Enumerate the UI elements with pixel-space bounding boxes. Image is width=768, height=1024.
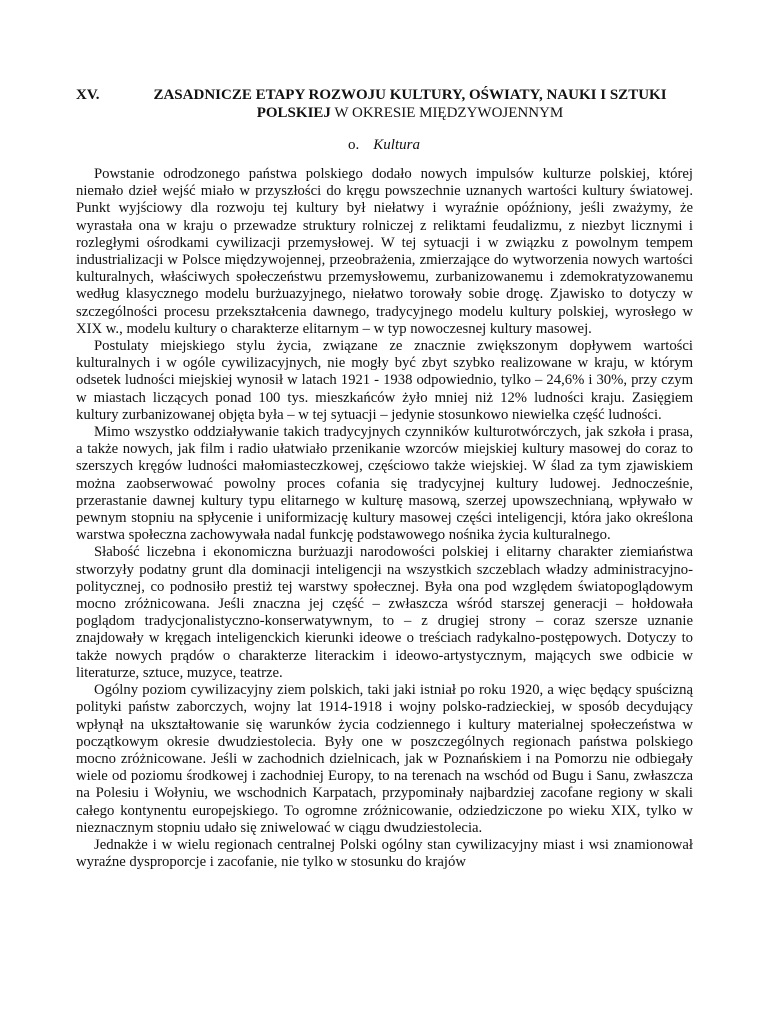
paragraph: Mimo wszystko oddziaływanie takich tradycyjnych czynników kulturotwórczych, jak szkoła i prasa, a także nowych, jak film i radio ułatwiało przenikanie wzorców miejskiej kultury masowej do coraz to szerszych kręgów ludności małomiasteczkowej, częściowo także wiejskiej. W ślad za tym zjawiskiem można zaobserwować powolny proces cofania się tradycyjnej kultury ludowej. Jednocześnie, przerastanie dawnej kultury typu elitarnego w kulturę masową, szerzej upowszechnianą, wpływało w pewnym stopniu na spłycenie i uniformizację kultury masowej części inteligencji, która jako określona warstwa społeczna zachowywała nadal funkcję podstawowego nośnika życia kulturalnego. [76,424,693,544]
paragraph: Postulaty miejskiego stylu życia, związane ze znacznie zwiększonym dopływem wartości kulturalnych i w ogóle cywilizacyjnych, nie mogły być zbyt szybko realizowane w kraju, w którym odsetek ludności miejskiej wynosił w latach 1921 - 1938 odpowiednio, tylko – 24,6% i 30%, przy czym w miastach liczących ponad 100 tys. mieszkańców żyło mniej niż 12% ludności kraju. Zasięgiem kultury zurbanizowanej objęta była – w tej sytuacji – jedynie stosunkowo niewielka część ludności. [76,338,693,423]
paragraph: Jednakże i w wielu regionach centralnej Polski ogólny stan cywilizacyjny miast i wsi znamionował wyraźne dysproporcje i zacofanie, nie tylko w stosunku do krajów [76,836,693,871]
chapter-number: XV. [76,87,100,103]
paragraph: Słabość liczebna i ekonomiczna burżuazji narodowości polskiej i elitarny charakter ziemiaństwa stworzyły podatny grunt dla dominacji inteligencji na wszystkich szczeblach władzy administracyjno-politycznej, co podnosiło prestiż tej warstwy społecznej. Była ona pod względem światopoglądowym mocno zróżnicowana. Jeśli znaczna jej część – zwłaszcza wśród starszej generacji – hołdowała poglądom tradycjonalistyczno-konserwatywnym, to – z drugiej strony – coraz szersze uznanie znajdowały w kręgach inteligenckich kierunki ideowe o treściach radykalno-postępowych. Dotyczy to także nowych prądów o charakterze literackim i ideowo-artystycznym, mających swe odbicie w literaturze, sztuce, muzyce, teatrze. [76,544,693,681]
section-title: Kultura [373,137,420,153]
chapter-heading [76,86,692,122]
section-heading [0,136,768,154]
body-text [76,166,693,871]
section-marker: o. [348,137,360,153]
chapter-title [128,86,692,122]
chapter-title-regular: W OKRESIE MIĘDZYWOJENNYM [330,105,564,121]
chapter-title-bold: ZASADNICZE ETAPY ROZWOJU KULTURY, OŚWIATY, NAUKI I SZTUKI POLSKIEJ [153,87,667,121]
paragraph: Ogólny poziom cywilizacyjny ziem polskich, taki jaki istniał po roku 1920, a więc będący spuścizną polityki państw zaborczych, wojny lat 1914-1918 i wojny polsko-radzieckiej, w sposób decydujący wpłynął na ukształtowanie się warunków życia codziennego i kultury materialnej społeczeństwa w początkowym okresie dwudziestolecia. Były one w poszczególnych regionach państwa polskiego mocno zróżnicowane. Jeśli w zachodnich dzielnicach, jak w Poznańskiem i na Pomorzu nie odbiegały wiele od poziomu środkowej i zachodniej Europy, to na terenach na wschód od Bugu i Sanu, zwłaszcza na Polesiu i Wołyniu, we wschodnich Karpatach, przypominały najbardziej zacofane regiony w skali całego kontynentu europejskiego. To ogromne zróżnicowanie, odziedziczone po wieku XIX, tylko w nieznacznym stopniu udało się zniwelować w ciągu dwudziestolecia. [76,682,693,836]
paragraph: Powstanie odrodzonego państwa polskiego dodało nowych impulsów kulturze polskiej, której niemało dzieł wejść miało w przyszłości do kręgu powszechnie uznanych wartości kultury światowej. Punkt wyjściowy dla rozwoju tej kultury był niełatwy i wyraźnie opóźniony, jeśli zważymy, że wyrastała ona w kraju o przewadze struktury rolniczej z reliktami feudalizmu, z niezbyt licznymi i rozległymi ośrodkami cywilizacji przemysłowej. W tej sytuacji i w związku z powolnym tempem industrializacji w Polsce międzywojennej, przeobrażenia, zmierzające do wytworzenia nowych wartości kulturalnych, właściwych społeczeństwu przemysłowemu, zurbanizowanemu i zdemokratyzowanemu według klasycznego modelu burżuazyjnego, niełatwo torowały sobie drogę. Zjawisko to dotyczy w szczególności procesu przekształcenia dawnego, tradycyjnego modelu kultury polskiej, wyrosłego w XIX w., modelu kultury o charakterze elitarnym – w typ nowoczesnej kultury masowej. [76,166,693,337]
